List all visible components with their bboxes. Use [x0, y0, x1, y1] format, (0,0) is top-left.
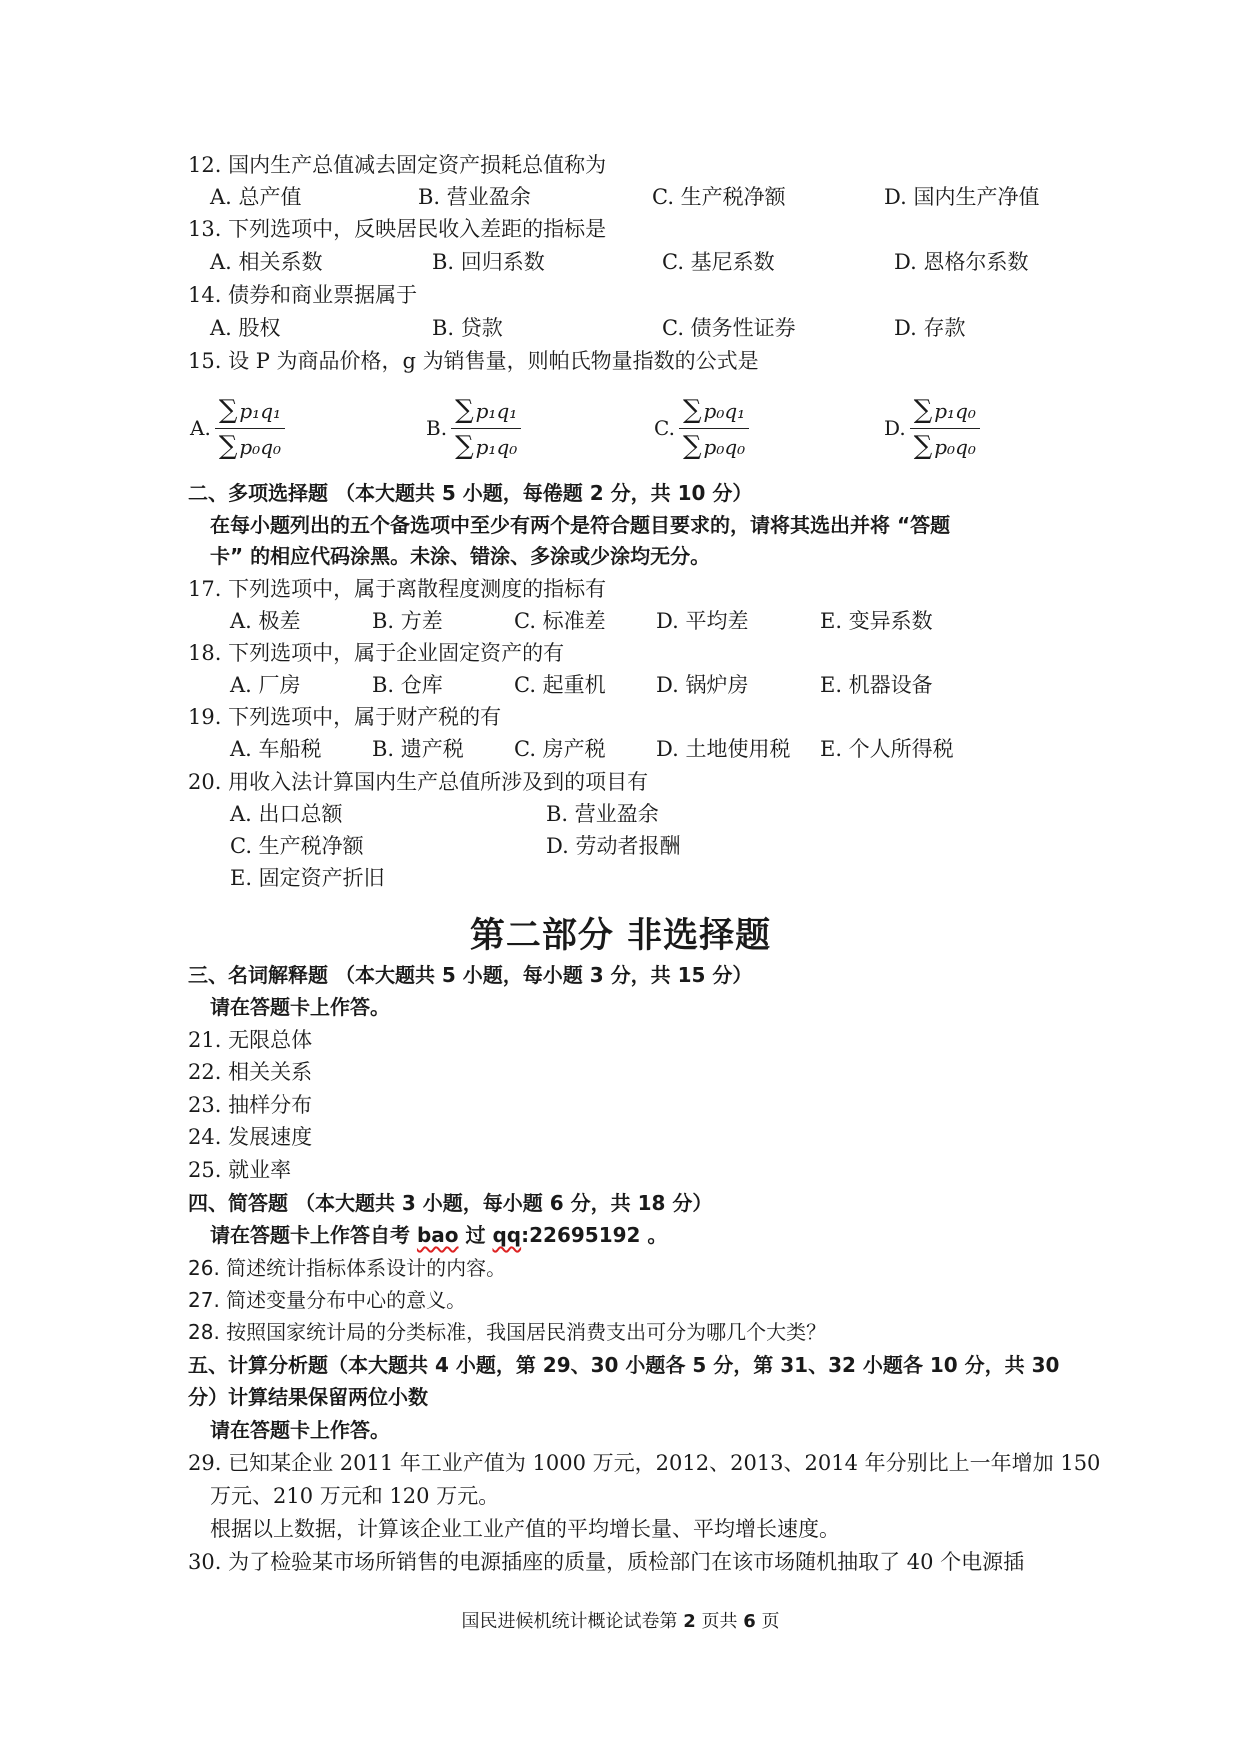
section-4-instruction: [210, 1220, 667, 1250]
question-14-stem: 14. 债券和商业票据属于: [188, 283, 418, 307]
option: B. 方差: [372, 609, 443, 633]
option: E. 机器设备: [820, 673, 933, 697]
term-item: 25. 就业率: [188, 1158, 292, 1182]
question-13-stem: 13. 下列选项中，反映居民收入差距的指标是: [188, 217, 607, 241]
numerator: p₀q₁: [703, 398, 746, 423]
option: A. 股权: [210, 316, 281, 340]
term-item: 21. 无限总体: [188, 1028, 313, 1052]
question-18-stem: 18. 下列选项中，属于企业固定资产的有: [188, 641, 565, 665]
option: A. 极差: [230, 609, 301, 633]
denominator: p₀q₀: [239, 434, 282, 459]
footer-text: 页: [755, 1611, 780, 1632]
section-2-instruction: 卡” 的相应代码涂黑。未涂、错涂、多涂或少涂均无分。: [210, 544, 711, 568]
option: C. 房产税: [514, 737, 606, 761]
page-number: 2: [683, 1611, 696, 1632]
option: D. 国内生产净值: [884, 185, 1040, 209]
footer-text: 页共: [695, 1611, 744, 1632]
question-30: 30. 为了检验某市场所销售的电源插座的质量，质检部门在该市场随机抽取了 40 个电源插: [188, 1550, 1025, 1574]
option: D. 恩格尔系数: [894, 250, 1029, 274]
sigma-icon: ∑: [682, 430, 702, 461]
section-3-heading: 三、名词解释题 （本大题共 5 小题，每小题 3 分，共 15 分）: [188, 963, 753, 987]
option: A. 总产值: [210, 185, 302, 209]
numerator: p₁q₀: [934, 398, 976, 423]
formula-b: [426, 388, 521, 468]
option: B. 营业盈余: [546, 802, 659, 826]
fraction: [215, 393, 285, 464]
section-5-heading: 分）计算结果保留两位小数: [188, 1385, 428, 1409]
section-2-heading: 二、多项选择题 （本大题共 5 小题，每倦题 2 分，共 10 分）: [188, 481, 753, 505]
option: B. 营业盈余: [418, 185, 531, 209]
sigma-icon: ∑: [682, 394, 702, 425]
marked-word: qq: [492, 1223, 522, 1247]
formula-a: [190, 388, 285, 468]
option: A. 厂房: [230, 673, 301, 697]
option: B. 仓库: [372, 673, 443, 697]
question-29: 根据以上数据，计算该企业工业产值的平均增长量、平均增长速度。: [210, 1517, 840, 1541]
option: B. 回归系数: [432, 250, 545, 274]
question-20-stem: 20. 用收入法计算国内生产总值所涉及到的项目有: [188, 770, 649, 794]
short-answer-item: 27. 简述变量分布中心的意义。: [188, 1288, 467, 1312]
option: D. 锅炉房: [656, 673, 749, 697]
page-total: 6: [743, 1611, 756, 1632]
formula-options: [0, 388, 1241, 468]
numerator: p₁q₁: [475, 398, 518, 423]
formula-c: [654, 388, 749, 468]
option: D. 劳动者报酬: [546, 834, 681, 858]
numerator: p₁q₁: [239, 398, 282, 423]
option: D. 存款: [894, 316, 966, 340]
option: B. 贷款: [432, 316, 503, 340]
sigma-icon: ∑: [913, 430, 933, 461]
section-4-heading: 四、简答题 （本大题共 3 小题，每小题 6 分，共 18 分）: [188, 1191, 713, 1215]
short-answer-item: 26. 简述统计指标体系设计的内容。: [188, 1256, 507, 1280]
option: C. 标准差: [514, 609, 606, 633]
term-item: 24. 发展速度: [188, 1125, 313, 1149]
option: A. 车船税: [230, 737, 322, 761]
formula-d: [884, 388, 980, 468]
option: A. 出口总额: [230, 802, 343, 826]
instruction-text: 过: [458, 1223, 493, 1247]
section-3-instruction: 请在答题卡上作答。: [210, 995, 390, 1019]
option: E. 个人所得税: [820, 737, 954, 761]
sigma-icon: ∑: [218, 394, 238, 425]
sigma-icon: ∑: [455, 430, 474, 461]
option: C. 债务性证券: [662, 316, 796, 340]
question-29: 29. 已知某企业 2011 年工业产值为 1000 万元，2012、2013、2014 年分别比上一年增加 150: [188, 1451, 1101, 1475]
short-answer-item: 28. 按照国家统计局的分类标准，我国居民消费支出可分为哪几个大类？: [188, 1320, 827, 1344]
option: C. 起重机: [514, 673, 606, 697]
instruction-text: :22695192 。: [521, 1223, 668, 1247]
section-5-heading: 五、计算分析题（本大题共 4 小题，第 29、30 小题各 5 分，第 31、32 小题各 10 分，共 30: [188, 1353, 1060, 1377]
term-item: 22. 相关关系: [188, 1060, 313, 1084]
denominator: p₀q₀: [703, 434, 746, 459]
option: E. 固定资产折旧: [230, 866, 385, 890]
option: C. 基尼系数: [662, 250, 775, 274]
sigma-icon: ∑: [913, 394, 933, 425]
section-2-instruction: 在每小题列出的五个备选项中至少有两个是符合题目要求的，请将其选出并将 “答题: [210, 513, 951, 537]
footer-text: 国民进候机统计概论试卷第: [461, 1611, 684, 1632]
denominator: p₀q₀: [934, 434, 976, 459]
option: A. 相关系数: [210, 250, 323, 274]
sigma-icon: ∑: [455, 394, 474, 425]
sigma-icon: ∑: [218, 430, 238, 461]
instruction-text: 请在答题卡上作答自考: [210, 1223, 417, 1247]
option: C. 生产税净额: [230, 834, 364, 858]
question-12-stem: 12. 国内生产总值减去固定资产损耗总值称为: [188, 153, 607, 177]
marked-word: bao: [416, 1223, 459, 1247]
part-2-title: 第二部分 非选择题: [469, 916, 772, 956]
question-17-stem: 17. 下列选项中，属于离散程度测度的指标有: [188, 577, 607, 601]
section-5-instruction: 请在答题卡上作答。: [210, 1418, 390, 1442]
term-item: 23. 抽样分布: [188, 1093, 313, 1117]
option: D. 土地使用税: [656, 737, 791, 761]
formula-label: B.: [426, 416, 448, 440]
fraction: [451, 393, 521, 464]
formula-label: C.: [654, 416, 675, 440]
option: E. 变异系数: [820, 609, 933, 633]
fraction: [679, 393, 749, 464]
option: C. 生产税净额: [652, 185, 786, 209]
question-29: 万元、210 万元和 120 万元。: [210, 1484, 500, 1508]
question-19-stem: 19. 下列选项中，属于财产税的有: [188, 705, 502, 729]
option: D. 平均差: [656, 609, 749, 633]
formula-label: D.: [884, 416, 906, 440]
formula-label: A.: [190, 416, 211, 440]
option: B. 遗产税: [372, 737, 464, 761]
question-15-stem: 15. 设 P 为商品价格，g 为销售量，则帕氏物量指数的公式是: [188, 349, 759, 373]
fraction: [910, 393, 980, 464]
page-footer: [0, 1610, 1241, 1634]
denominator: p₁q₀: [475, 434, 518, 459]
